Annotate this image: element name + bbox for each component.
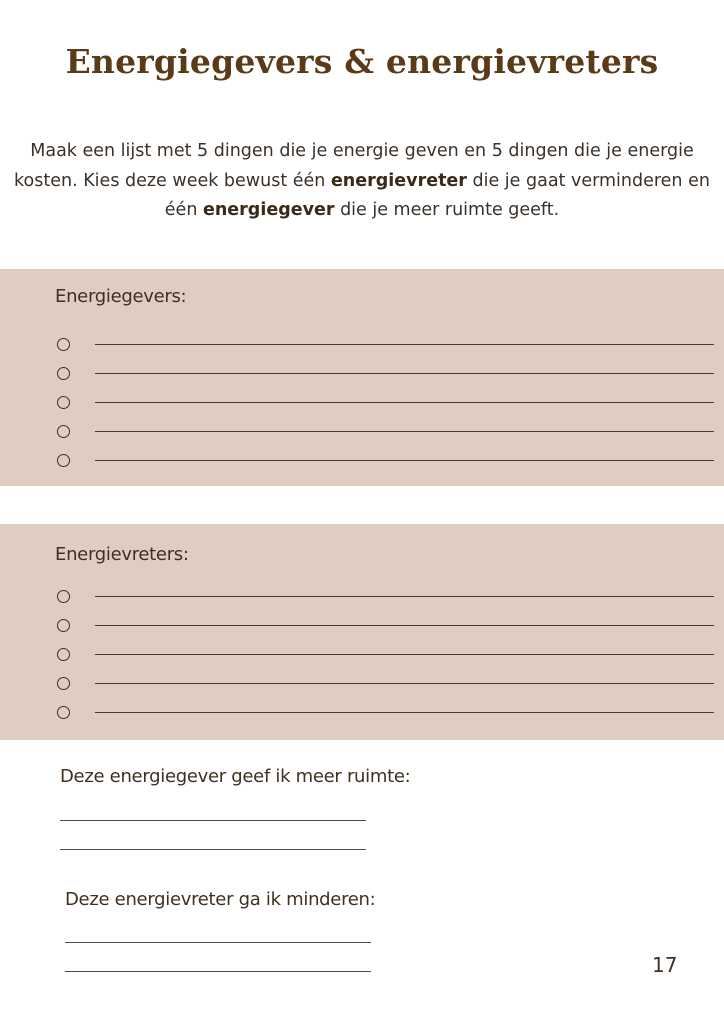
list-item — [0, 365, 724, 394]
energiegevers-panel — [0, 269, 724, 486]
checkbox-circle-icon[interactable] — [57, 590, 70, 603]
checkbox-circle-icon[interactable] — [57, 677, 70, 690]
answer-line[interactable] — [65, 971, 371, 972]
checkbox-circle-icon[interactable] — [57, 425, 70, 438]
answer-line[interactable] — [60, 849, 366, 850]
list-item — [0, 704, 724, 733]
intro-bold-energiegever: energiegever — [202, 200, 335, 220]
write-line[interactable] — [95, 431, 714, 432]
intro-part-2: die je gaat verminderen en één — [164, 170, 710, 220]
write-line[interactable] — [95, 402, 714, 403]
list-item — [0, 452, 724, 481]
intro-text — [14, 137, 710, 226]
write-line[interactable] — [95, 625, 714, 626]
write-line[interactable] — [95, 460, 714, 461]
list-item — [0, 394, 724, 423]
intro-bold-energievreter: energievreter — [330, 170, 467, 191]
checkbox-circle-icon[interactable] — [57, 648, 70, 661]
write-line[interactable] — [95, 596, 714, 597]
list-item — [0, 675, 724, 704]
write-line[interactable] — [95, 683, 714, 684]
list-item — [0, 588, 724, 617]
energievreters-label: Energievreters: — [55, 544, 189, 565]
energiegevers-list — [0, 336, 724, 481]
checkbox-circle-icon[interactable] — [57, 619, 70, 632]
list-item — [0, 423, 724, 452]
write-line[interactable] — [95, 373, 714, 374]
checkbox-circle-icon[interactable] — [57, 396, 70, 409]
page-number: 17 — [652, 953, 678, 977]
checkbox-circle-icon[interactable] — [57, 367, 70, 380]
checkbox-circle-icon[interactable] — [57, 454, 70, 467]
write-line[interactable] — [95, 654, 714, 655]
intro-part-1: Maak een lijst met 5 dingen die je energie geven en 5 dingen die je energie kosten. Kies deze week bewust één — [14, 141, 694, 191]
write-line[interactable] — [95, 712, 714, 713]
list-item — [0, 336, 724, 365]
list-item — [0, 646, 724, 675]
question-energiegever: Deze energiegever geef ik meer ruimte: — [60, 766, 411, 787]
answer-line[interactable] — [65, 942, 371, 943]
list-item — [0, 617, 724, 646]
question-energievreter: Deze energievreter ga ik minderen: — [65, 889, 376, 910]
answer-line[interactable] — [60, 820, 366, 821]
write-line[interactable] — [95, 344, 714, 345]
energievreters-panel — [0, 524, 724, 740]
energievreters-list — [0, 588, 724, 733]
checkbox-circle-icon[interactable] — [57, 706, 70, 719]
intro-part-3: die je meer ruimte geeft. — [334, 200, 560, 220]
page-title: Energiegevers & energievreters — [65, 42, 659, 81]
checkbox-circle-icon[interactable] — [57, 338, 70, 351]
energiegevers-label: Energiegevers: — [55, 286, 187, 307]
